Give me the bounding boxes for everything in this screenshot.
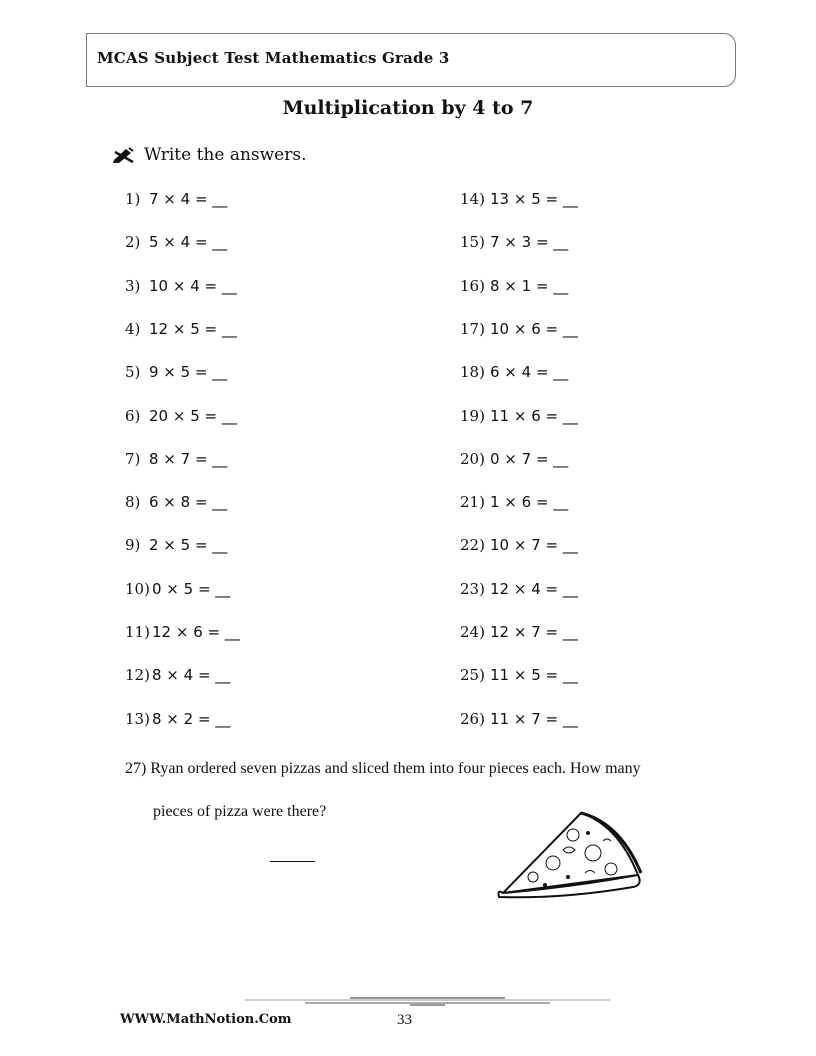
- word-problem-line2: pieces of pizza were there?: [153, 803, 327, 820]
- instruction-text: Write the answers.: [144, 145, 307, 165]
- problem-number: 6): [125, 406, 141, 425]
- problem-expression: 10 × 6 = __: [490, 319, 578, 338]
- problem-number: 8): [125, 493, 141, 512]
- word-problem-line1: 27) Ryan ordered seven pizzas and sliced them into four pieces each. How many: [125, 760, 641, 777]
- header-title: MCAS Subject Test Mathematics Grade 3: [97, 49, 450, 67]
- problem-expression: 5 × 4 = __: [149, 233, 228, 252]
- problem-number: 13): [125, 709, 150, 728]
- problem-expression: 8 × 2 = __: [152, 709, 231, 728]
- problem-expression: 20 × 5 = __: [149, 406, 237, 425]
- problem-number: 15): [460, 233, 485, 252]
- problem-expression: 8 × 1 = __: [490, 276, 569, 295]
- problem-expression: 10 × 7 = __: [490, 536, 578, 555]
- problem-number: 9): [125, 536, 141, 555]
- problem-number: 1): [125, 190, 141, 208]
- problem-number: 10): [125, 579, 150, 598]
- problem-number: 17): [460, 319, 485, 338]
- problem-expression: 12 × 6 = __: [152, 623, 240, 641]
- problem-number: 20): [460, 449, 485, 468]
- problem-number: 26): [460, 709, 485, 728]
- problem-number: 25): [460, 666, 485, 685]
- problem-number: 16): [460, 276, 485, 295]
- problem-expression: 9 × 5 = __: [149, 363, 228, 382]
- problem-number: 5): [125, 363, 141, 382]
- problem-expression: 11 × 5 = __: [490, 666, 578, 685]
- problem-expression: 8 × 7 = __: [149, 449, 228, 468]
- footer-website: WWW.MathNotion.Com: [120, 1012, 292, 1027]
- problem-number: 2): [125, 233, 141, 252]
- problem-expression: 6 × 4 = __: [490, 363, 569, 382]
- problem-number: 18): [460, 363, 485, 382]
- problem-expression: 13 × 5 = __: [490, 190, 578, 208]
- page-title: Multiplication by 4 to 7: [282, 97, 534, 119]
- page-number: 33: [397, 1012, 412, 1028]
- problem-number: 11): [125, 623, 150, 641]
- problem-expression: 0 × 5 = __: [152, 579, 231, 598]
- problem-expression: 7 × 4 = __: [149, 190, 228, 208]
- problem-expression: 12 × 4 = __: [490, 579, 578, 598]
- problem-expression: 11 × 7 = __: [490, 709, 578, 728]
- problem-expression: 8 × 4 = __: [152, 666, 231, 685]
- problem-number: 12): [125, 666, 150, 685]
- problem-number: 24): [460, 623, 485, 641]
- problem-number: 23): [460, 579, 485, 598]
- problem-expression: 11 × 6 = __: [490, 406, 578, 425]
- problem-expression: 6 × 8 = __: [149, 493, 228, 512]
- problem-number: 4): [125, 319, 141, 338]
- problem-expression: 12 × 7 = __: [490, 623, 578, 641]
- problem-number: 21): [460, 493, 485, 512]
- problem-number: 22): [460, 536, 485, 555]
- problem-number: 19): [460, 406, 485, 425]
- problem-number: 14): [460, 190, 485, 208]
- problem-expression: 12 × 5 = __: [149, 319, 237, 338]
- problem-number: 3): [125, 276, 141, 295]
- problem-number: 7): [125, 449, 141, 468]
- problem-expression: 0 × 7 = __: [490, 449, 569, 468]
- problem-expression: 1 × 6 = __: [490, 493, 569, 512]
- problem-expression: 2 × 5 = __: [149, 536, 228, 555]
- problem-expression: 10 × 4 = __: [149, 276, 237, 295]
- problem-expression: 7 × 3 = __: [490, 233, 569, 252]
